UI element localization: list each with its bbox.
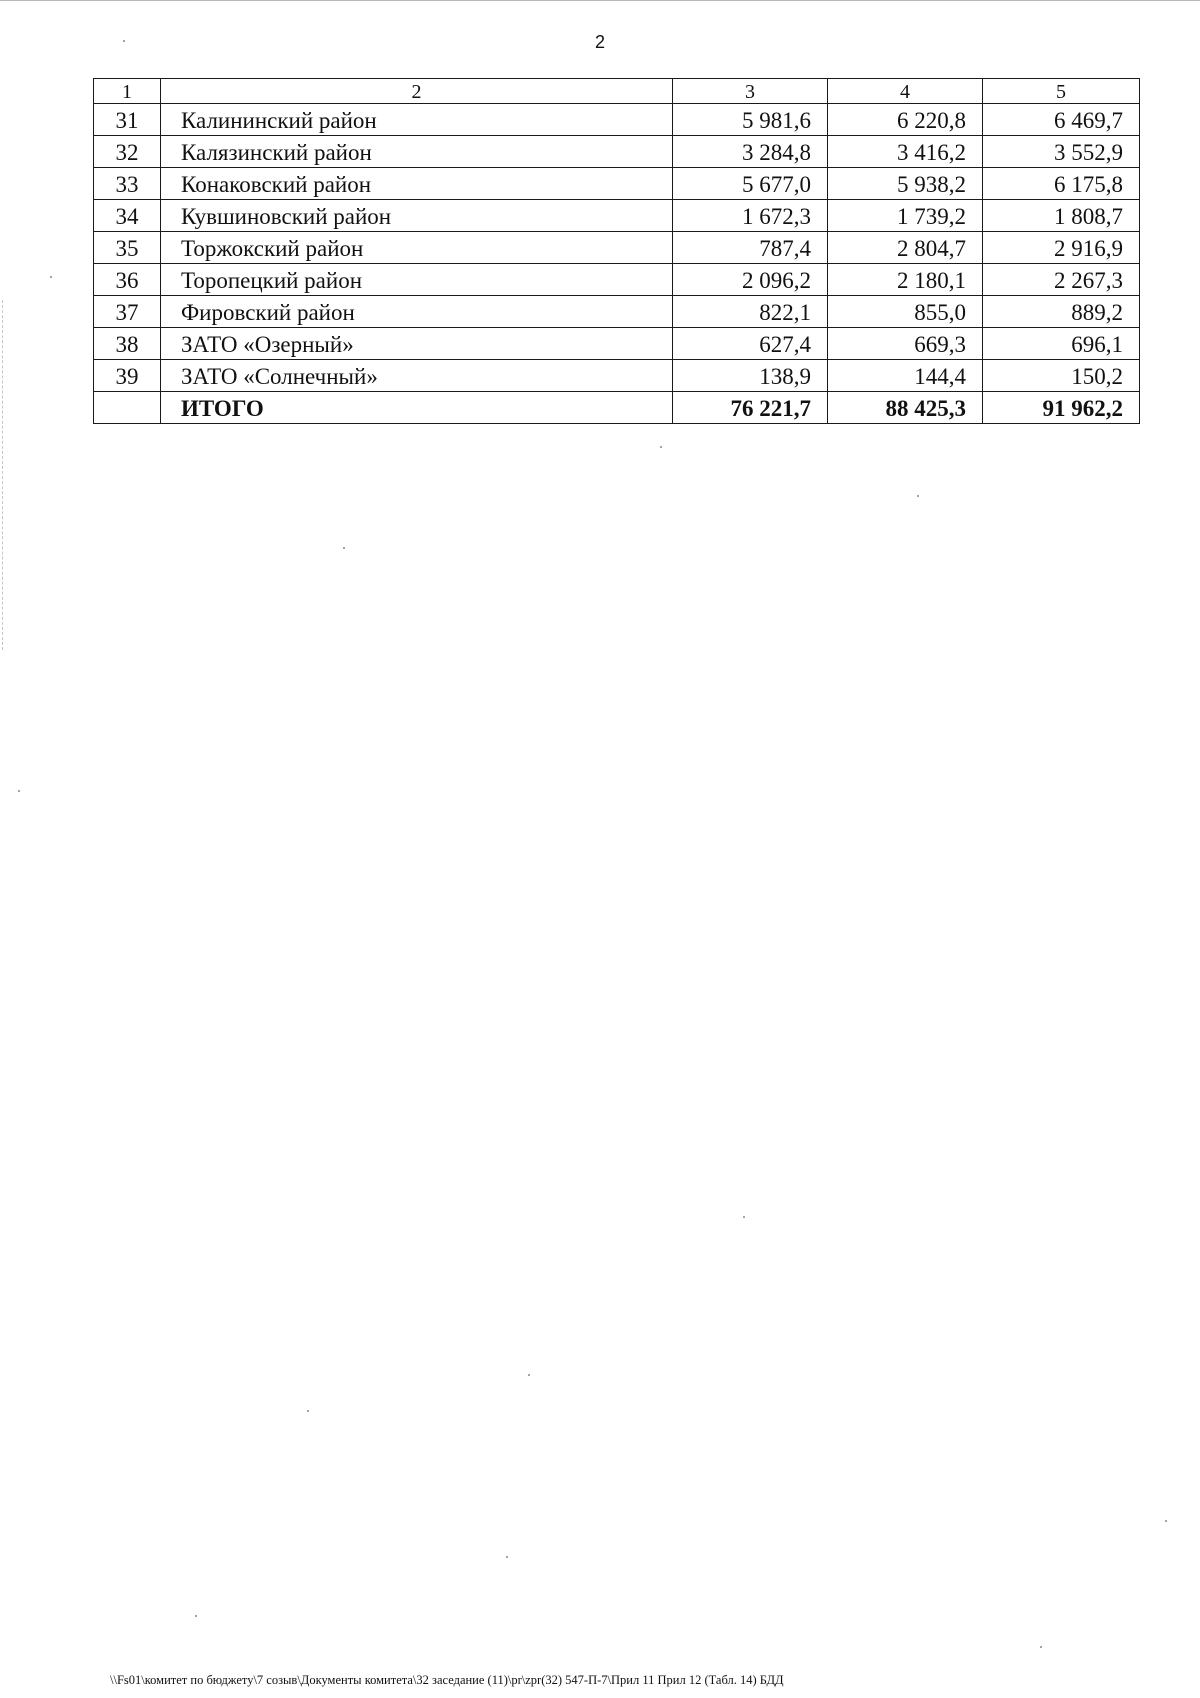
- value-col-3: 787,4: [673, 232, 828, 264]
- scan-speck: [743, 1216, 745, 1218]
- column-number-3: 3: [673, 79, 828, 104]
- column-number-5: 5: [983, 79, 1140, 104]
- total-col-4: 88 425,3: [828, 392, 983, 424]
- table-row: [94, 168, 1140, 200]
- scan-speck: [18, 790, 20, 792]
- page-number: 2: [594, 32, 605, 52]
- district-name: Конаковский район: [161, 168, 673, 200]
- value-col-5: 889,2: [983, 296, 1140, 328]
- district-name: Калининский район: [161, 104, 673, 136]
- total-col-5: 91 962,2: [983, 392, 1140, 424]
- scan-speck: [123, 40, 125, 42]
- table-row: [94, 232, 1140, 264]
- table-row: [94, 104, 1140, 136]
- scan-top-edge: [0, 0, 1200, 1]
- value-col-3: 138,9: [673, 360, 828, 392]
- value-col-3: 5 981,6: [673, 104, 828, 136]
- scan-speck: [1040, 1646, 1042, 1648]
- row-number: 33: [94, 168, 161, 200]
- scan-speck: [307, 1410, 309, 1412]
- value-col-3: 3 284,8: [673, 136, 828, 168]
- district-name: ЗАТО «Озерный»: [161, 328, 673, 360]
- table-header-row: [94, 79, 1140, 104]
- scan-speck: [343, 547, 345, 549]
- district-name: Торопецкий район: [161, 264, 673, 296]
- total-row-number: [94, 392, 161, 424]
- value-col-5: 2 267,3: [983, 264, 1140, 296]
- value-col-4: 6 220,8: [828, 104, 983, 136]
- district-name: Торжокский район: [161, 232, 673, 264]
- column-number-2: 2: [161, 79, 673, 104]
- value-col-4: 3 416,2: [828, 136, 983, 168]
- budget-table: [93, 78, 1140, 424]
- row-number: 36: [94, 264, 161, 296]
- row-number: 39: [94, 360, 161, 392]
- value-col-5: 6 469,7: [983, 104, 1140, 136]
- total-label: ИТОГО: [161, 392, 673, 424]
- value-col-3: 2 096,2: [673, 264, 828, 296]
- scan-speck: [1165, 1520, 1167, 1522]
- value-col-3: 1 672,3: [673, 200, 828, 232]
- value-col-5: 696,1: [983, 328, 1140, 360]
- value-col-5: 2 916,9: [983, 232, 1140, 264]
- table-row: [94, 328, 1140, 360]
- footer-file-path: \\Fs01\комитет по бюджету\7 созыв\Документы комитета\32 заседание (11)\pr\zpr(32) 547-П-7\Прил 11 Прил 12 (Табл. 14) БДД: [110, 1673, 784, 1687]
- scan-speck: [528, 1374, 530, 1376]
- value-col-5: 3 552,9: [983, 136, 1140, 168]
- value-col-4: 855,0: [828, 296, 983, 328]
- scan-speck: [506, 1556, 508, 1558]
- value-col-5: 1 808,7: [983, 200, 1140, 232]
- value-col-5: 6 175,8: [983, 168, 1140, 200]
- row-number: 35: [94, 232, 161, 264]
- row-number: 31: [94, 104, 161, 136]
- value-col-4: 669,3: [828, 328, 983, 360]
- column-number-1: 1: [94, 79, 161, 104]
- table-row: [94, 264, 1140, 296]
- district-name: Фировский район: [161, 296, 673, 328]
- row-number: 32: [94, 136, 161, 168]
- row-number: 34: [94, 200, 161, 232]
- value-col-3: 627,4: [673, 328, 828, 360]
- value-col-3: 5 677,0: [673, 168, 828, 200]
- district-name: Калязинский район: [161, 136, 673, 168]
- value-col-4: 2 180,1: [828, 264, 983, 296]
- row-number: 37: [94, 296, 161, 328]
- value-col-4: 144,4: [828, 360, 983, 392]
- district-name: ЗАТО «Солнечный»: [161, 360, 673, 392]
- scan-speck: [195, 1615, 197, 1617]
- table-row: [94, 360, 1140, 392]
- value-col-5: 150,2: [983, 360, 1140, 392]
- table-row: [94, 200, 1140, 232]
- value-col-3: 822,1: [673, 296, 828, 328]
- scan-speck: [660, 446, 662, 448]
- scan-speck: [917, 495, 919, 497]
- value-col-4: 1 739,2: [828, 200, 983, 232]
- column-number-4: 4: [828, 79, 983, 104]
- total-row: [94, 392, 1140, 424]
- total-col-3: 76 221,7: [673, 392, 828, 424]
- table-row: [94, 296, 1140, 328]
- district-name: Кувшиновский район: [161, 200, 673, 232]
- value-col-4: 5 938,2: [828, 168, 983, 200]
- scan-speck: [50, 276, 52, 278]
- value-col-4: 2 804,7: [828, 232, 983, 264]
- scan-left-edge: [2, 300, 4, 650]
- row-number: 38: [94, 328, 161, 360]
- table-row: [94, 136, 1140, 168]
